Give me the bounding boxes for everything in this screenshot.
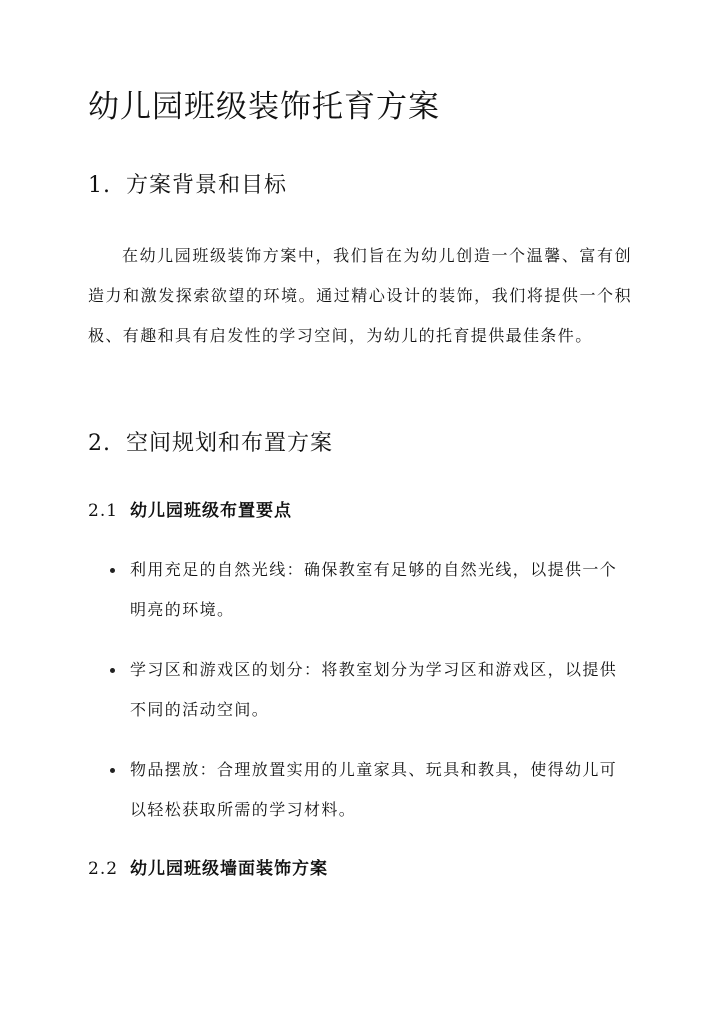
list-item-text: 学习区和游戏区的划分：将教室划分为学习区和游戏区，以提供不同的活动空间。 (130, 660, 618, 719)
subsection-2-2-heading (88, 856, 328, 882)
section-1-paragraph: 在幼儿园班级装饰方案中，我们旨在为幼儿创造一个温馨、富有创造力和激发探索欲望的环境。通过精心设计的装饰，我们将提供一个积极、有趣和具有启发性的学习空间，为幼儿的托育提供最佳条件。 (88, 246, 632, 345)
bullet-icon (110, 568, 115, 573)
subsection-2-1-heading (88, 498, 292, 524)
subsection-2-2-number: 2.2 (88, 859, 119, 879)
list-item-text: 物品摆放：合理放置实用的儿童家具、玩具和教具，使得幼儿可以轻松获取所需的学习材料。 (130, 760, 618, 819)
section-2-title: 空间规划和布置方案 (126, 431, 334, 456)
list-item-text: 利用充足的自然光线：确保教室有足够的自然光线，以提供一个明亮的环境。 (130, 560, 618, 619)
list-item (88, 550, 628, 630)
list-item (88, 650, 628, 730)
bullet-icon (110, 768, 115, 773)
bullet-icon (110, 668, 115, 673)
subsection-2-2-title: 幼儿园班级墙面装饰方案 (130, 859, 328, 879)
section-1-title: 方案背景和目标 (126, 173, 288, 198)
section-2-heading (88, 428, 333, 460)
layout-points-list (88, 550, 628, 850)
subsection-2-1-number: 2.1 (88, 501, 119, 521)
subsection-2-1-title: 幼儿园班级布置要点 (130, 501, 292, 521)
document-title: 幼儿园班级装饰托育方案 (88, 89, 440, 125)
list-item (88, 750, 628, 830)
section-2-number: 2. (88, 431, 111, 456)
section-1-heading (88, 170, 287, 202)
section-1-number: 1. (88, 173, 111, 198)
